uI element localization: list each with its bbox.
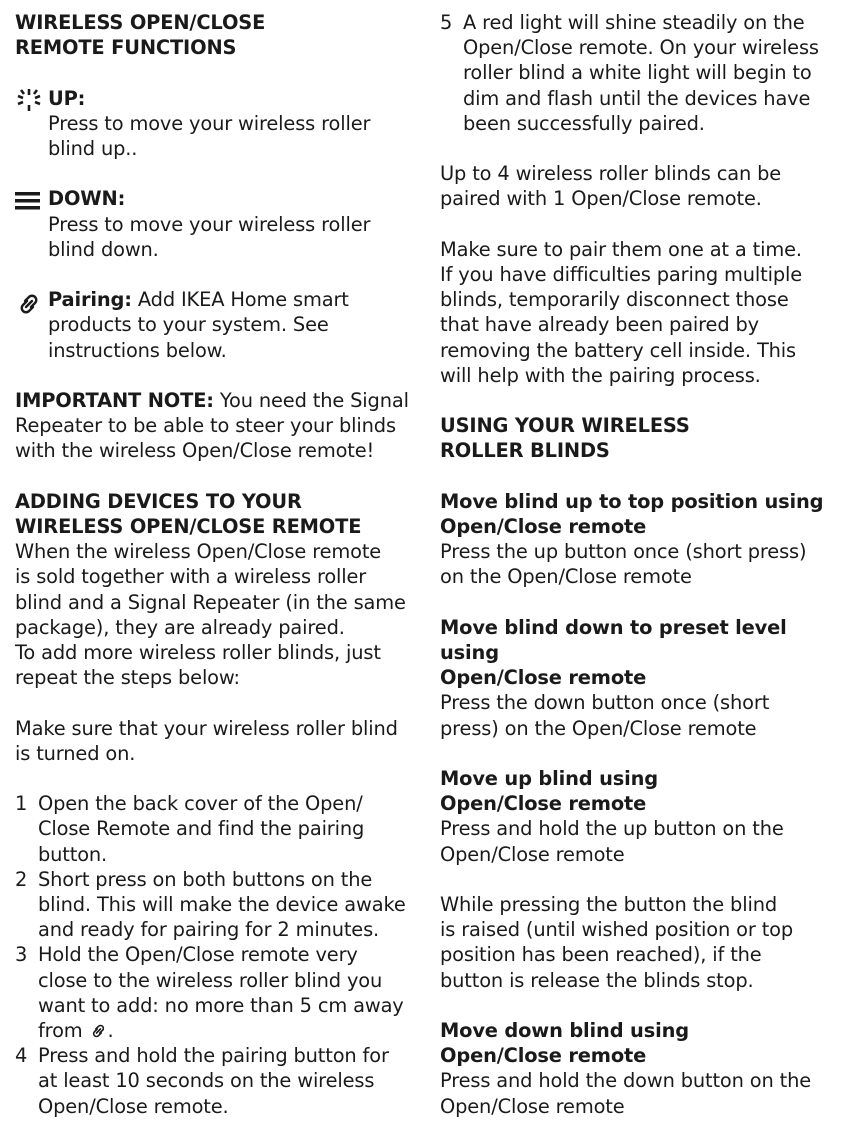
- down-label: DOWN:: [48, 187, 126, 211]
- step-number: 2: [15, 867, 28, 891]
- pairing-function: [15, 287, 415, 363]
- up-text: Press to move your wireless roller blind up..: [48, 111, 371, 160]
- up-to-4-text: Up to 4 wireless roller blinds can be paired with 1 Open/Close remote.: [440, 162, 782, 211]
- section-title: Move blind down to preset level using Open/Close remote: [440, 615, 787, 690]
- one-at-a-time-text: Make sure to pair them one at a time. If you have difficulties paring multiple blinds, temporarily disconnect those that have already been paired by removing the battery cell inside. This will help with the pairing process.: [440, 237, 802, 387]
- link-icon: [89, 1023, 108, 1039]
- section-title: Move blind up to top position using Open/Close remote: [440, 489, 824, 538]
- functions-heading: WIRELESS OPEN/CLOSE REMOTE FUNCTIONS: [15, 11, 266, 60]
- adding-devices-heading: ADDING DEVICES TO YOUR WIRELESS OPEN/CLOSE REMOTE: [15, 489, 362, 538]
- step-text: Short press on both buttons on the blind. This will make the device awake and ready for pairing for 2 minutes.: [38, 867, 406, 942]
- step-3: [15, 942, 415, 1043]
- important-note-text: You need the Signal Repeater to be able to steer your blinds with the wireless Open/Close remote!: [15, 388, 409, 463]
- step-1: [15, 791, 415, 867]
- step-text: A red light will shine steadily on the Open/Close remote. On your wireless roller blind a white light will begin to dim and flash until the devices have been successfully paired.: [463, 11, 819, 135]
- important-note-label: IMPORTANT NOTE:: [15, 388, 214, 412]
- important-note: [15, 388, 415, 464]
- step-suffix: .: [107, 1019, 114, 1043]
- adding-devices-text: When the wireless Open/Close remote is sold together with a wireless roller blind and a Signal Repeater (in the same package), they are already paired. To add more wireless roller blinds, just repeat the steps below:: [15, 540, 406, 690]
- right-column: [440, 10, 840, 1119]
- section-text: While pressing the button the blind is raised (until wished position or top position has been reached), if the button is release the blinds stop.: [440, 893, 794, 992]
- section-text: Press the down button once (short press) on the Open/Close remote: [440, 691, 770, 740]
- section-text: Press the up button once (short press) on the Open/Close remote: [440, 540, 807, 589]
- section-title: Move up blind using Open/Close remote: [440, 767, 659, 816]
- sun-brightness-icon: [15, 86, 43, 114]
- three-lines-icon: [15, 190, 43, 218]
- section-text: Press and hold the up button on the Open/Close remote: [440, 817, 784, 866]
- step-text: Open the back cover of the Open/ Close Remote and find the pairing button.: [38, 792, 365, 866]
- step-number: 5: [440, 11, 453, 34]
- up-function: [15, 86, 415, 162]
- step-2: [15, 867, 415, 943]
- step-text: Hold the Open/Close remote very close to the wireless roller blind you want to add: no more than 5 cm away from: [38, 943, 404, 1043]
- section-title: Move down blind using Open/Close remote: [440, 1019, 689, 1068]
- section-text: Press and hold the down button on the Open/Close remote: [440, 1069, 812, 1118]
- step-text: Press and hold the pairing button for at least 10 seconds on the wireless Open/Close remote.: [38, 1044, 389, 1118]
- step-number: 3: [15, 943, 28, 967]
- left-column: [15, 10, 415, 1119]
- up-label: UP:: [48, 86, 86, 110]
- down-text: Press to move your wireless roller blind down.: [48, 212, 371, 261]
- using-heading: USING YOUR WIRELESS ROLLER BLINDS: [440, 414, 690, 463]
- turned-on-text: Make sure that your wireless roller blind is turned on.: [15, 716, 398, 765]
- step-4: [15, 1043, 415, 1119]
- link-icon: [15, 290, 43, 318]
- pairing-text: Add IKEA Home smart products to your system. See instructions below.: [48, 288, 349, 362]
- down-function: [15, 186, 415, 262]
- step-number: 1: [15, 792, 28, 816]
- step-number: 4: [15, 1044, 28, 1068]
- step-5: [440, 10, 840, 136]
- pairing-label: Pairing:: [48, 288, 132, 312]
